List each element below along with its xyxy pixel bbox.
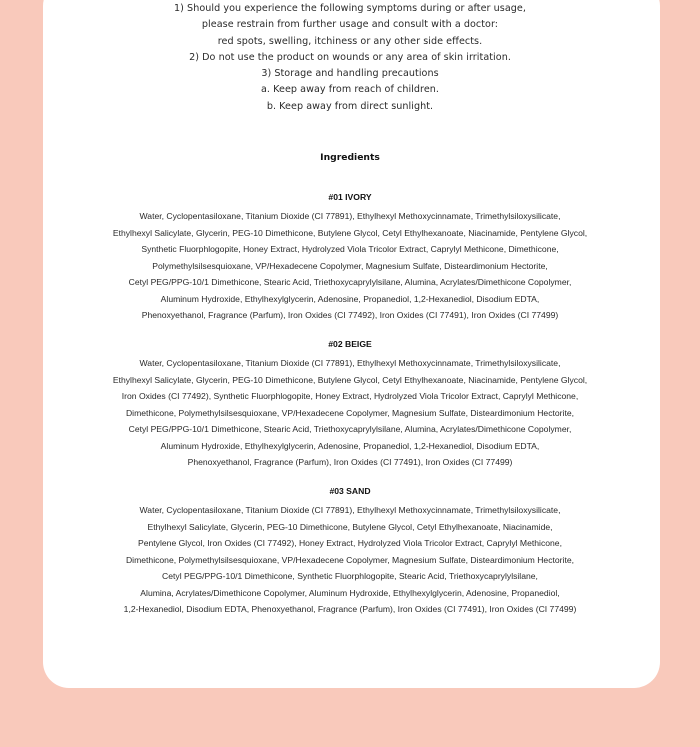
ingredient-line: Synthetic Fluorphlogopite, Honey Extract, Hydrolyzed Viola Tricolor Extract, Caprylyl Methicone, Dimethicone,: [141, 244, 559, 254]
precaution-line: red spots, swelling, itchiness or any other side effects.: [217, 35, 483, 47]
precaution-line: please restrain from further usage and consult with a doctor:: [201, 19, 499, 31]
precaution-line: 2) Do not use the product on wounds or any area of skin irritation.: [189, 51, 511, 63]
section-title: #02 BEIGE: [328, 339, 372, 349]
ingredient-line: Dimethicone, Polymethylsilsesquioxane, VP/Hexadecene Copolymer, Magnesium Sulfate, Disteardimonium Hectorite,: [125, 554, 575, 565]
section-title: #01 IVORY: [328, 192, 372, 202]
precaution-line: 1) Should you experience the following symptoms during or after usage,: [174, 3, 526, 14]
precautions-list: [0, 0, 700, 115]
ingredients-heading: Ingredients: [320, 152, 380, 163]
ingredient-line: Cetyl PEG/PPG-10/1 Dimethicone, Stearic Acid, Triethoxycaprylylsilane, Alumina, Acrylates/Dimethicone Copolymer,: [128, 277, 572, 287]
ingredient-line: Water, Cyclopentasiloxane, Titanium Dioxide (CI 77891), Ethylhexyl Methoxycinnamate, Trimethylsiloxysilicate,: [139, 505, 561, 515]
ingredient-line: Ethylhexyl Salicylate, Glycerin, PEG-10 Dimethicone, Butylene Glycol, Cetyl Ethylhexanoate, Niacinamide,: [147, 521, 553, 532]
ingredient-line: Phenoxyethanol, Fragrance (Parfum), Iron Oxides (CI 77491), Iron Oxides (CI 77499): [187, 457, 513, 467]
ingredient-line: Alumina, Acrylates/Dimethicone Copolymer, Aluminum Hydroxide, Ethylhexylglycerin, Adenosine, Propanediol,: [140, 587, 560, 598]
ingredient-line: Polymethylsilsesquioxane, VP/Hexadecene Copolymer, Magnesium Sulfate, Disteardimonium Hectorite,: [152, 260, 548, 271]
ingredient-line: Cetyl PEG/PPG-10/1 Dimethicone, Stearic Acid, Triethoxycaprylylsilane, Alumina, Acrylates/Dimethicone Copolymer,: [128, 424, 572, 434]
precaution-line: b. Keep away from direct sunlight.: [266, 100, 434, 112]
ingredients-section-beige: [0, 337, 700, 471]
ingredient-line: Dimethicone, Polymethylsilsesquioxane, VP/Hexadecene Copolymer, Magnesium Sulfate, Disteardimonium Hectorite,: [125, 407, 575, 418]
ingredient-line: Ethylhexyl Salicylate, Glycerin, PEG-10 Dimethicone, Butylene Glycol, Cetyl Ethylhexanoate, Niacinamide, Pentylene Glycol,: [112, 227, 588, 238]
ingredient-line: 1,2-Hexanediol, Disodium EDTA, Phenoxyethanol, Fragrance (Parfum), Iron Oxides (CI 77491), Iron Oxides (CI 77499): [123, 604, 577, 614]
ingredients-section-sand: [0, 484, 700, 618]
ingredients-section-ivory: [0, 190, 700, 324]
section-title: #03 SAND: [329, 486, 371, 496]
precaution-line: a. Keep away from reach of children.: [261, 84, 439, 96]
ingredient-line: Water, Cyclopentasiloxane, Titanium Dioxide (CI 77891), Ethylhexyl Methoxycinnamate, Trimethylsiloxysilicate,: [139, 211, 561, 221]
precaution-line: 3) Storage and handling precautions: [261, 68, 439, 80]
ingredient-line: Aluminum Hydroxide, Ethylhexylglycerin, Adenosine, Propanediol, 1,2-Hexanediol, Disodium EDTA,: [160, 440, 540, 451]
ingredient-line: Aluminum Hydroxide, Ethylhexylglycerin, Adenosine, Propanediol, 1,2-Hexanediol, Disodium EDTA,: [160, 293, 540, 304]
ingredient-line: Phenoxyethanol, Fragrance (Parfum), Iron Oxides (CI 77492), Iron Oxides (CI 77491), Iron Oxides (CI 77499): [141, 310, 559, 320]
ingredient-line: Water, Cyclopentasiloxane, Titanium Dioxide (CI 77891), Ethylhexyl Methoxycinnamate, Trimethylsiloxysilicate,: [139, 358, 561, 368]
ingredient-line: Pentylene Glycol, Iron Oxides (CI 77492), Honey Extract, Hydrolyzed Viola Tricolor Extract, Caprylyl Methicone,: [138, 538, 562, 548]
ingredient-line: Iron Oxides (CI 77492), Synthetic Fluorphlogopite, Honey Extract, Hydrolyzed Viola Tricolor Extract, Caprylyl Methicone,: [121, 391, 579, 401]
ingredient-line: Ethylhexyl Salicylate, Glycerin, PEG-10 Dimethicone, Butylene Glycol, Cetyl Ethylhexanoate, Niacinamide, Pentylene Glycol,: [112, 374, 588, 385]
ingredient-line: Cetyl PEG/PPG-10/1 Dimethicone, Synthetic Fluorphlogopite, Stearic Acid, Triethoxycaprylylsilane,: [162, 571, 538, 581]
